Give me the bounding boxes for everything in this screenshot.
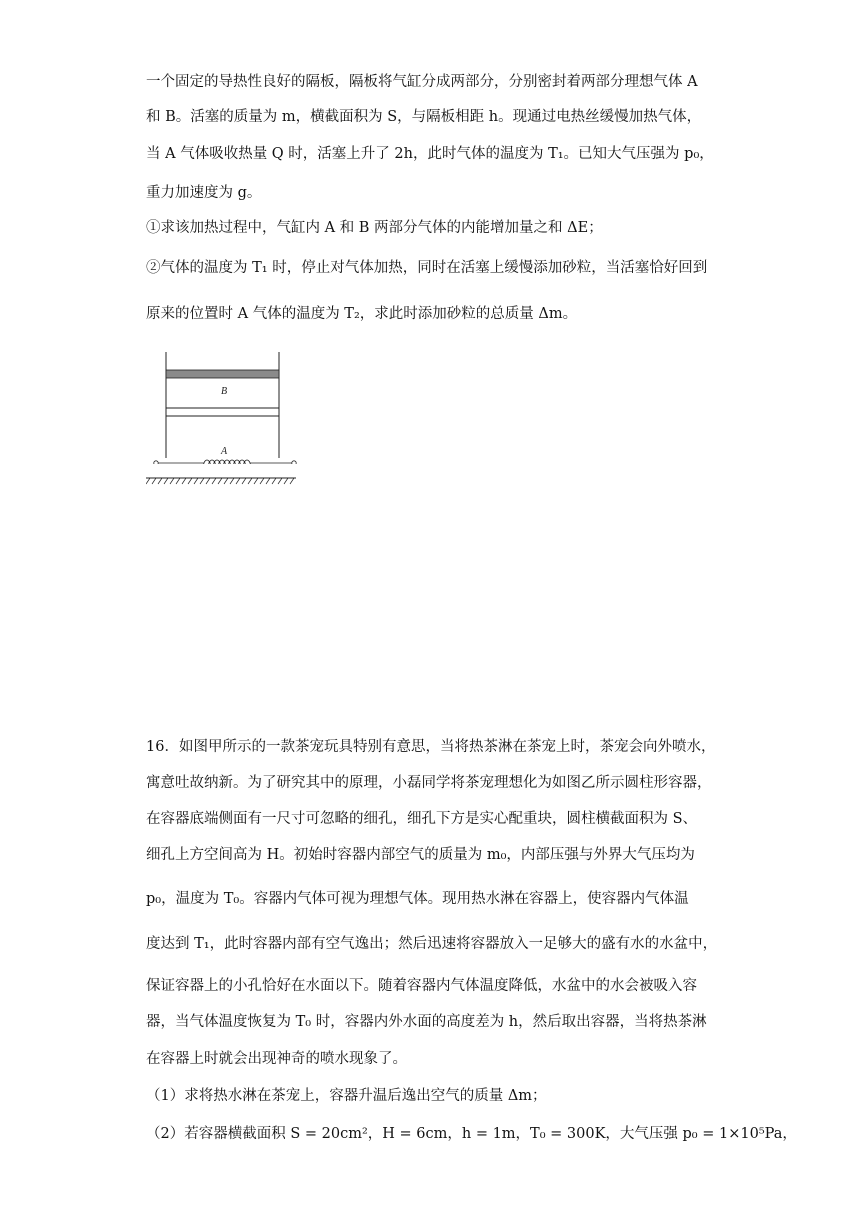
p16-line-4: 细孔上方空间高为 H。初始时容器内部空气的质量为 m₀，内部压强与外界大气压均为 [146, 847, 695, 863]
label-gas-a: A [221, 446, 228, 457]
p16-line-3: 在容器底端侧面有一尺寸可忽略的细孔，细孔下方是实心配重块，圆柱横截面积为 S、 [146, 811, 698, 827]
ground-hatching [146, 478, 294, 484]
p16-question-1: （1）求将热水淋在茶宠上，容器升温后逸出空气的质量 Δm； [146, 1088, 547, 1104]
terminal-right [292, 461, 296, 464]
p16-line-2: 寓意吐故纳新。为了研究其中的原理，小磊同学将茶宠理想化为如图乙所示圆柱形容器， [146, 775, 712, 791]
terminal-left [154, 461, 158, 464]
p15-line-1: 一个固定的导热性良好的隔板，隔板将气缸分成两部分，分别密封着两部分理想气体 A [146, 74, 698, 90]
p16-line-7: 保证容器上的小孔恰好在水面以下。随着容器内气体温度降低，水盆中的水会被吸入容 [146, 978, 697, 994]
p16-line-1: 16．如图甲所示的一款茶宠玩具特别有意思，当将热茶淋在茶宠上时，茶宠会向外喷水， [146, 739, 716, 755]
label-gas-b: B [221, 386, 228, 397]
p15-question-2: ②气体的温度为 T₁ 时，停止对气体加热，同时在活塞上缓慢添加砂粒，当活塞恰好回到 [146, 260, 708, 276]
p16-question-2: （2）若容器横截面积 S = 20cm²，H = 6cm，h = 1m，T₀ = 300K，大气压强 p₀ = 1×10⁵Pa， [146, 1126, 797, 1142]
p15-question-1: ①求该加热过程中，气缸内 A 和 B 两部分气体的内能增加量之和 ΔE； [146, 220, 603, 236]
p15-line-3: 当 A 气体吸收热量 Q 时，活塞上升了 2h，此时气体的温度为 T₁。已知大气压强为 p₀， [146, 146, 714, 162]
p16-line-5: p₀，温度为 T₀。容器内气体可视为理想气体。现用热水淋在容器上，使容器内气体温 [146, 891, 689, 907]
heater-coil [204, 460, 251, 464]
p15-line-7: 原来的位置时 A 气体的温度为 T₂，求此时添加砂粒的总质量 Δm。 [146, 306, 578, 322]
p15-line-4: 重力加速度为 g。 [146, 185, 262, 201]
piston [166, 370, 279, 378]
p16-line-8: 器，当气体温度恢复为 T₀ 时，容器内外水面的高度差为 h，然后取出容器，当将热茶淋 [146, 1014, 707, 1030]
p16-line-9: 在容器上时就会出现神奇的喷水现象了。 [146, 1051, 407, 1067]
cylinder-diagram [146, 344, 306, 468]
p15-line-2: 和 B。活塞的质量为 m，横截面积为 S，与隔板相距 h。现通过电热丝缓慢加热气体， [146, 109, 702, 125]
p16-line-6: 度达到 T₁，此时容器内部有空气逸出；然后迅速将容器放入一足够大的盛有水的水盆中， [146, 936, 718, 952]
